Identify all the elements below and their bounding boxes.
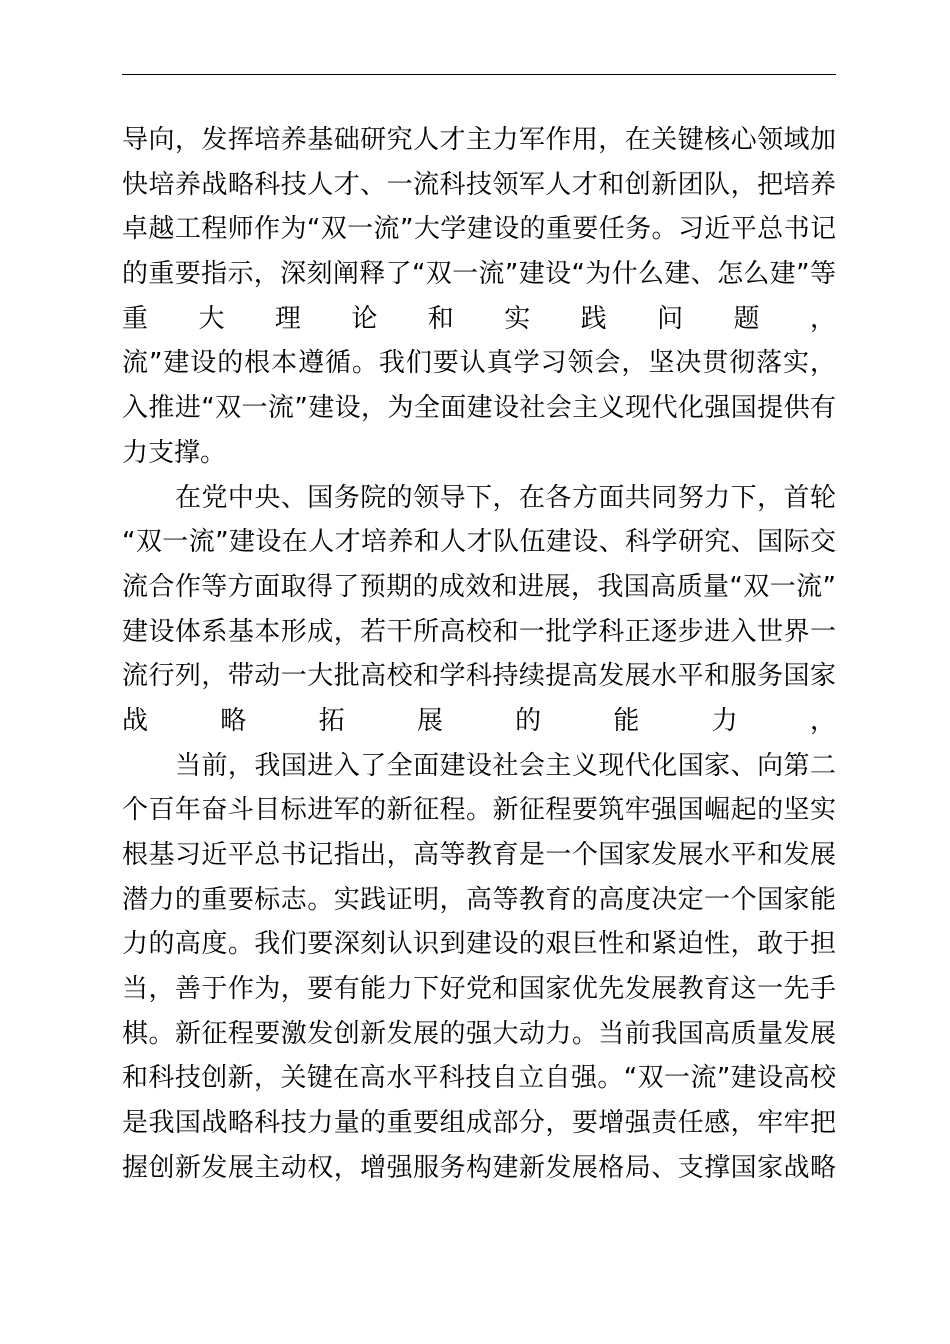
text-line: 潜力的重要标志。实践证明，高等教育的高度决定一个国家能 [122, 884, 836, 915]
text-line: 的重要指示，深刻阐释了“双一流”建设“为什么建、怎么建”等 [122, 259, 836, 290]
text-line: 建设体系基本形成，若干所高校和一批学科正逐步进入世界一 [122, 616, 836, 647]
text-line: 在党中央、国务院的领导下，在各方面共同努力下，首轮 [175, 482, 836, 513]
text-line: “双一流”建设在人才培养和人才队伍建设、科学研究、国际交 [122, 527, 836, 558]
paragraph-1 [122, 118, 836, 476]
header-rule [122, 74, 836, 75]
text-line: 流合作等方面取得了预期的成效和进展，我国高质量“双一流” [122, 571, 836, 602]
text-line: 和科技创新，关键在高水平科技自立自强。“双一流”建设高校 [122, 1063, 836, 1094]
text-line: 流”建设的根本遵循。我们要认真学习领会，坚决贯彻落实， [122, 348, 836, 379]
text-line: 导向，发挥培养基础研究人才主力军作用，在关键核心领域加 [122, 125, 836, 155]
text-line: 力支撑。 [122, 437, 227, 468]
text-line: 个百年奋斗目标进军的新征程。新征程要筑牢强国崛起的坚实 [122, 795, 836, 826]
document-body [122, 118, 836, 1191]
paragraph-3 [122, 744, 836, 1191]
text-line: 当，善于作为，要有能力下好党和国家优先发展教育这一先手 [122, 974, 836, 1005]
paragraph-2 [122, 476, 836, 744]
text-line: 卓越工程师作为“双一流”大学建设的重要任务。习近平总书记 [122, 214, 836, 245]
text-line: 流行列，带动一大批高校和学科持续提高发展水平和服务国家 [122, 661, 836, 692]
text-line: 快培养战略科技人才、一流科技领军人才和创新团队，把培养 [122, 169, 836, 200]
text-line: 当前，我国进入了全面建设社会主义现代化国家、向第二 [175, 750, 836, 781]
text-line: 力的高度。我们要深刻认识到建设的艰巨性和紧迫性，敢于担 [122, 929, 836, 960]
text-line: 握创新发展主动权，增强服务构建新发展格局、支撑国家战略 [122, 1152, 836, 1183]
text-line: 棋。新征程要激发创新发展的强大动力。当前我国高质量发展 [122, 1018, 836, 1049]
text-line: 入推进“双一流”建设，为全面建设社会主义现代化强国提供有 [122, 393, 836, 424]
text-line: 是我国战略科技力量的重要组成部分，要增强责任感，牢牢把 [122, 1108, 836, 1139]
text-line: 战略拓展的能力， [122, 705, 836, 736]
text-line: 根基习近平总书记指出，高等教育是一个国家发展水平和发展 [122, 840, 836, 870]
text-line: 重大理论和实践问题， [122, 303, 836, 334]
